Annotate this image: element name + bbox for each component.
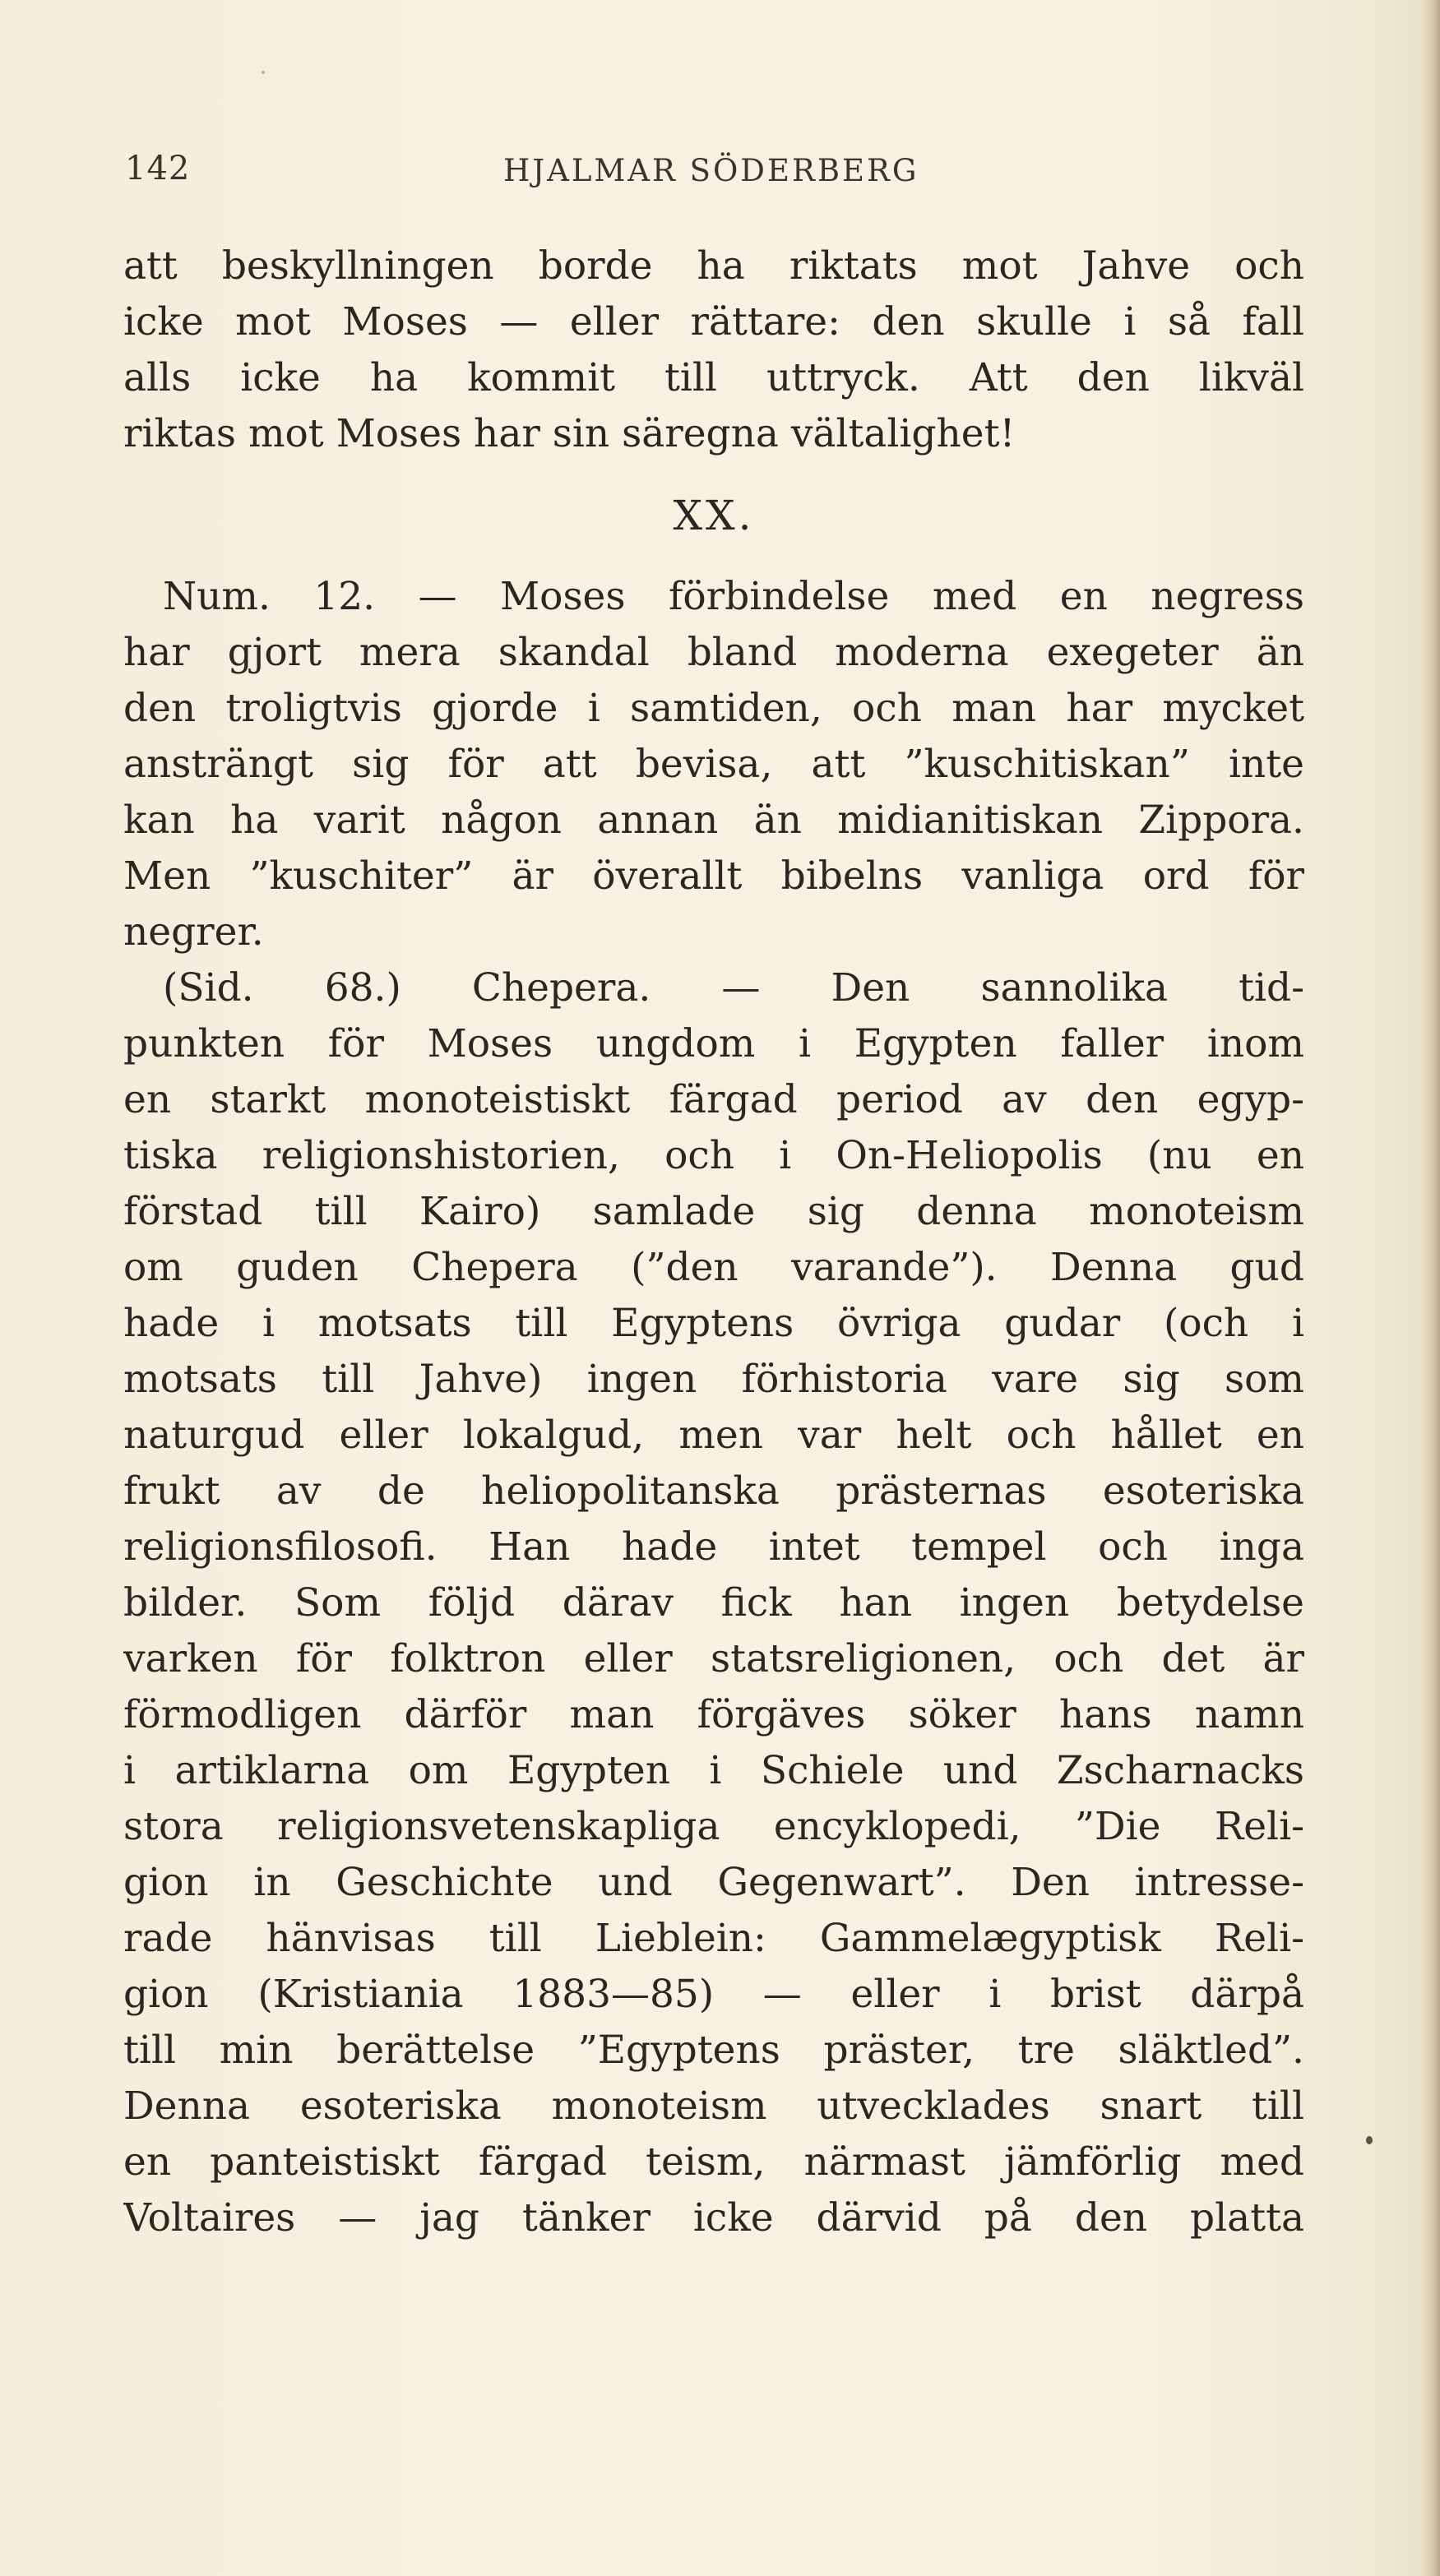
text-line: motsats till Jahve) ingen förhistoria vare sig som — [123, 1357, 1304, 1402]
text-line: en panteistiskt färgad teism, närmast jämförlig med — [123, 2139, 1304, 2185]
page-header — [125, 150, 1293, 199]
text-line: Men ”kuschiter” är överallt bibelns vanliga ord för — [123, 853, 1304, 899]
text-line: förstad till Kairo) samlade sig denna monoteism — [123, 1189, 1304, 1234]
text-line: ansträngt sig för att bevisa, att ”kuschitiskan” inte — [123, 742, 1304, 787]
section-heading: XX. — [673, 492, 755, 539]
text-line: varken för folktron eller statsreligionen, och det är — [123, 1636, 1304, 1681]
text-line: har gjort mera skandal bland moderna exegeter än — [123, 630, 1304, 675]
running-head: HJALMAR SÖDERBERG — [503, 153, 919, 188]
text-line: punkten för Moses ungdom i Egypten faller inom — [123, 1021, 1304, 1066]
text-line: förmodligen därför man förgäves söker hans namn — [123, 1692, 1304, 1737]
text-line: tiska religionshistorien, och i On-Heliopolis (nu en — [123, 1133, 1304, 1178]
text-line: riktas mot Moses har sin säregna vältalighet! — [123, 411, 1016, 456]
text-line: den troligtvis gjorde i samtiden, och man har mycket — [123, 686, 1304, 731]
paragraph-1 — [123, 238, 1304, 462]
paper-speck — [1366, 2136, 1373, 2144]
page-edge-shadow — [1422, 0, 1440, 2576]
text-line: att beskyllningen borde ha riktats mot Jahve och — [123, 243, 1304, 289]
text-line: religionsfilosofi. Han hade intet tempel och inga — [123, 1524, 1304, 1570]
text-line: icke mot Moses — eller rättare: den skulle i så fall — [123, 299, 1304, 345]
paper-speck — [262, 71, 265, 74]
page-number: 142 — [125, 150, 191, 187]
text-line: alls icke ha kommit till uttryck. Att den likväl — [123, 355, 1304, 400]
text-line: Denna esoteriska monoteism utvecklades snart till — [123, 2083, 1304, 2129]
text-line: i artiklarna om Egypten i Schiele und Zscharnacks — [123, 1748, 1304, 1793]
paragraph-2 — [123, 569, 1304, 960]
text-line: negrer. — [123, 909, 264, 955]
text-line: bilder. Som följd därav fick han ingen betydelse — [123, 1580, 1304, 1626]
text-line: naturgud eller lokalgud, men var helt och hållet en — [123, 1413, 1304, 1458]
text-line: rade hänvisas till Lieblein: Gammelægyptisk Reli- — [123, 1916, 1304, 1961]
text-line: stora religionsvetenskapliga encyklopedi, ”Die Reli- — [123, 1804, 1304, 1849]
text-line: frukt av de heliopolitanska prästernas esoteriska — [123, 1468, 1304, 1514]
text-line: Num. 12. — Moses förbindelse med en negress — [163, 574, 1304, 619]
text-line: (Sid. 68.) Chepera. — Den sannolika tid- — [163, 965, 1304, 1011]
text-line: gion (Kristiania 1883—85) — eller i brist därpå — [123, 1972, 1304, 2017]
text-line: till min berättelse ”Egyptens präster, tre släktled”. — [123, 2028, 1304, 2073]
text-line: en starkt monoteistiskt färgad period av den egyp- — [123, 1077, 1304, 1122]
paragraph-3 — [123, 960, 1304, 2246]
text-line: Voltaires — jag tänker icke därvid på den platta — [123, 2195, 1304, 2241]
body-text — [123, 238, 1304, 2246]
text-line: om guden Chepera (”den varande”). Denna gud — [123, 1245, 1304, 1290]
text-line: gion in Geschichte und Gegenwart”. Den intresse- — [123, 1860, 1304, 1905]
text-line: kan ha varit någon annan än midianitiskan Zippora. — [123, 798, 1304, 843]
text-line: hade i motsats till Egyptens övriga gudar (och i — [123, 1301, 1304, 1346]
